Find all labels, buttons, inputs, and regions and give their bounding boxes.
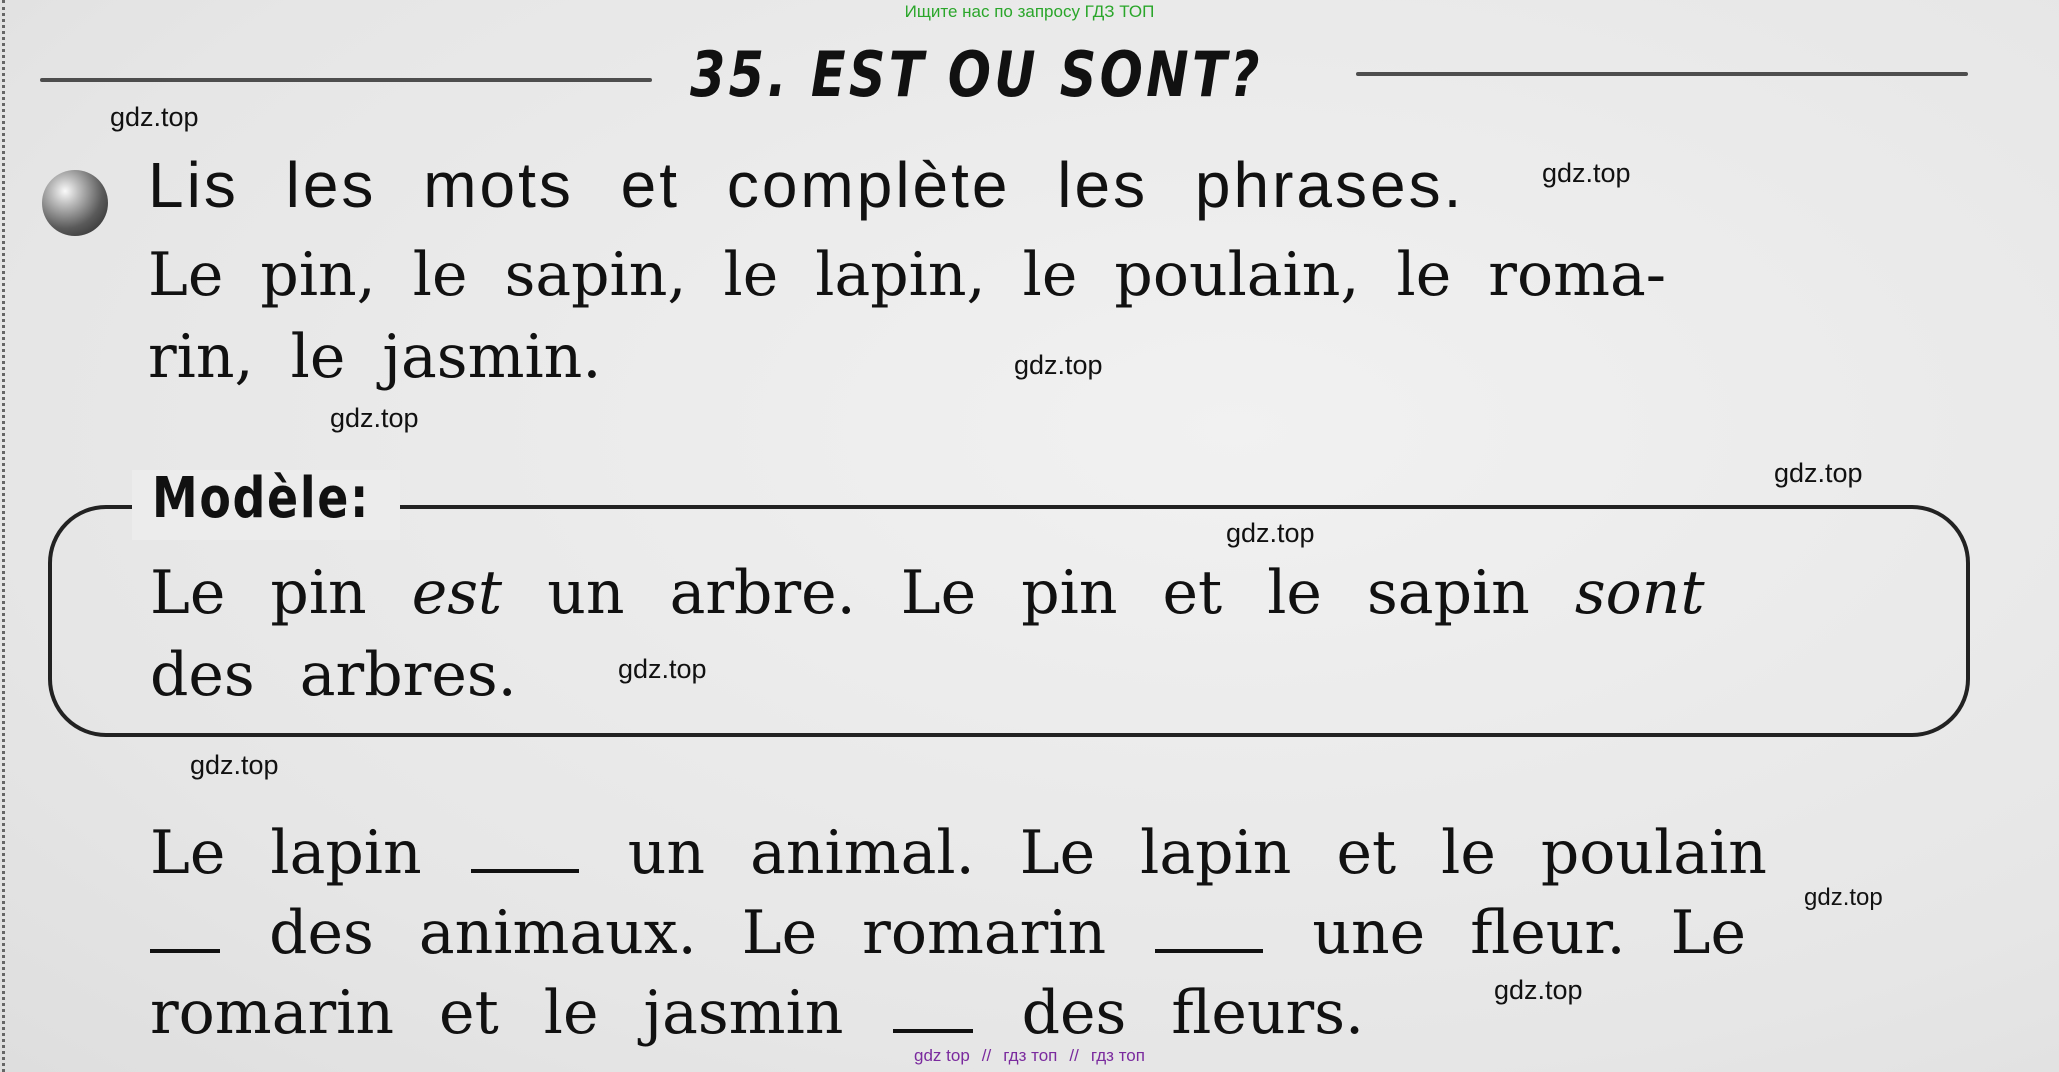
word-list-line-1: Le pin, le sapin, le lapin, le poulain, le roma-: [148, 240, 1667, 310]
answer-blank-4[interactable]: [893, 983, 973, 1033]
exercise-text: des animaux. Le romarin: [269, 898, 1107, 968]
watermark: gdz.top: [1774, 458, 1863, 488]
bullet-icon: [42, 170, 108, 236]
answer-blank-3[interactable]: [1155, 903, 1263, 953]
bottom-link-gdz-top[interactable]: gdz top: [914, 1046, 970, 1065]
exercise-text: romarin et le jasmin: [150, 978, 844, 1048]
top-banner[interactable]: Ищите нас по запросу ГДЗ ТОП: [904, 2, 1155, 21]
bottom-separator: //: [981, 1046, 992, 1065]
title-rule-right: [1356, 72, 1968, 76]
exercise-line-1: [150, 818, 1767, 888]
model-label: Modèle:: [152, 466, 370, 531]
bottom-link-gdz-top-ru[interactable]: гдз топ: [1003, 1046, 1058, 1065]
exercise-text: des fleurs.: [1021, 978, 1365, 1048]
watermark: gdz.top: [1226, 518, 1315, 548]
answer-blank-1[interactable]: [471, 823, 579, 873]
watermark: gdz.top: [1804, 884, 1883, 911]
exercise-text: un animal. Le lapin et le poulain: [627, 818, 1767, 888]
instruction-text: Lis les mots et complète les phrases.: [148, 149, 1465, 221]
answer-blank-2[interactable]: [150, 903, 220, 953]
exercise-line-2: [150, 898, 1746, 968]
page-edge-perforation: [2, 0, 5, 1072]
exercise-line-3: [150, 978, 1364, 1048]
bottom-banner: [0, 1046, 2059, 1066]
model-line-2: des arbres.: [150, 640, 517, 710]
watermark: gdz.top: [330, 403, 419, 433]
exercise-text: Le lapin: [150, 818, 422, 888]
bottom-separator: //: [1069, 1046, 1079, 1065]
watermark: gdz.top: [618, 654, 707, 684]
title-rule-left: [40, 78, 652, 82]
watermark: gdz.top: [190, 750, 279, 780]
model-word-sont: sont: [1574, 558, 1705, 628]
model-line-1: [150, 558, 1705, 628]
word-list-line-2: rin, le jasmin.: [148, 322, 602, 392]
model-word-est: est: [411, 558, 503, 628]
watermark: gdz.top: [1542, 158, 1631, 188]
exercise-title: 35. EST OU SONT?: [690, 38, 1263, 111]
exercise-text: une fleur. Le: [1312, 898, 1746, 968]
watermark: gdz.top: [1494, 975, 1583, 1005]
bottom-link-gdz-top-ru-2[interactable]: гдз топ: [1090, 1046, 1145, 1065]
watermark: gdz.top: [110, 102, 199, 132]
watermark: gdz.top: [1014, 350, 1103, 380]
model-text-b: un arbre. Le pin et le sapin: [547, 558, 1530, 628]
model-text-a: Le pin: [150, 558, 367, 628]
